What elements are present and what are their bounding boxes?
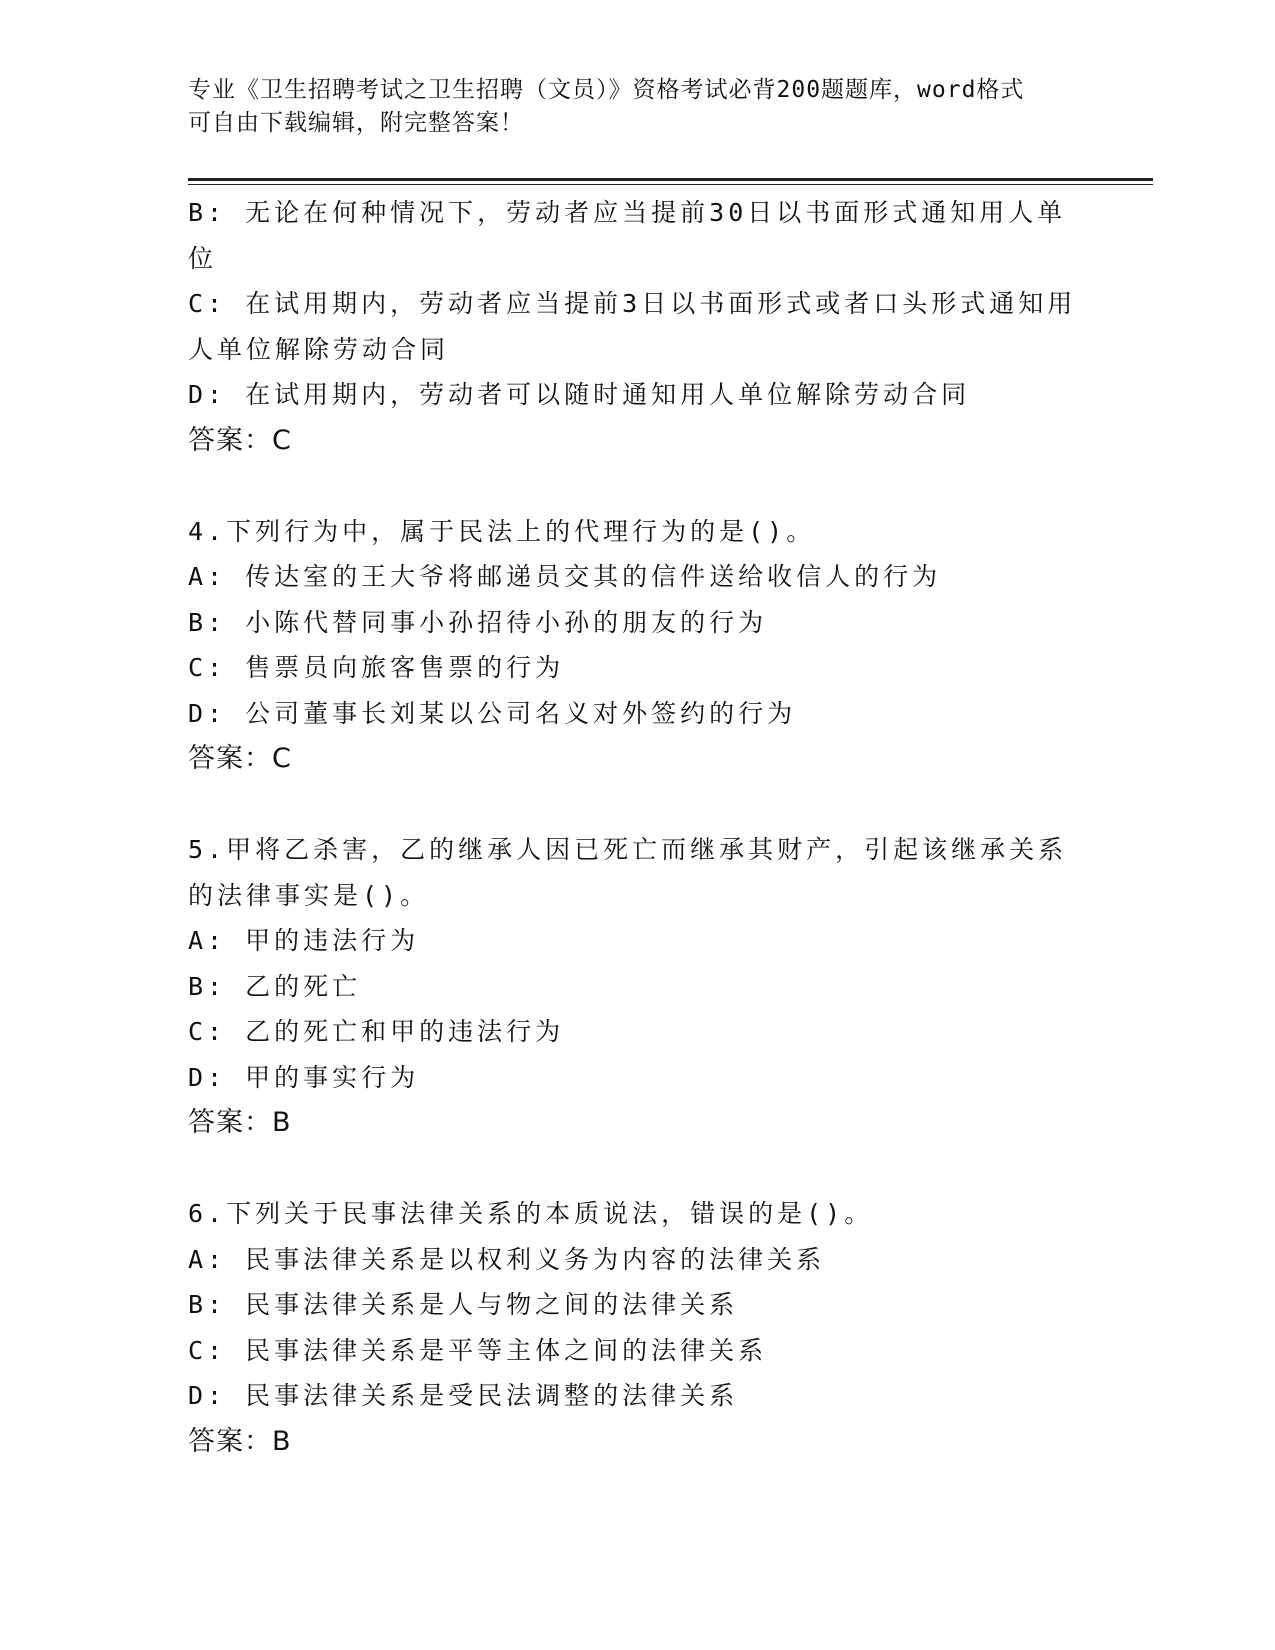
header-title-line-1: 专业《卫生招聘考试之卫生招聘（文员）》资格考试必背200题题库，word格式 [188, 77, 1025, 103]
question-stem: 5.甲将乙杀害，乙的继承人因已死亡而继承其财产，引起该继承关系 [188, 835, 1068, 864]
option-c: C: 在试用期内，劳动者应当提前3日以书面形式或者口头形式通知用 [188, 289, 1077, 318]
question-5 [188, 827, 1088, 1146]
question-list [188, 190, 1088, 1464]
question-3-continued [188, 190, 1088, 463]
option-b: B: 小陈代替同事小孙招待小孙的朋友的行为 [188, 607, 768, 637]
option-c-continued: 人单位解除劳动合同 [188, 334, 450, 364]
header-divider-thin [188, 184, 1153, 185]
option-d: D: 公司董事长刘某以公司名义对外签约的行为 [188, 698, 797, 728]
option-a: A: 民事法律关系是以权利义务为内容的法律关系 [188, 1244, 826, 1274]
question-stem-continued: 的法律事实是()。 [188, 880, 430, 910]
question-stem: 4.下列行为中，属于民法上的代理行为的是()。 [188, 516, 816, 546]
question-stem: 6.下列关于民事法律关系的本质说法，错误的是()。 [188, 1199, 874, 1228]
option-b: B: 无论在何种情况下，劳动者应当提前30日以书面形式通知用人单 [188, 198, 1067, 227]
header-divider-thick [188, 178, 1153, 181]
option-b: B: 民事法律关系是人与物之间的法律关系 [188, 1290, 739, 1319]
option-d: D: 甲的事实行为 [188, 1062, 420, 1092]
option-c: C: 乙的死亡和甲的违法行为 [188, 1017, 565, 1046]
option-b-continued: 位 [188, 243, 218, 273]
header-title-line-2: 可自由下载编辑，附完整答案！ [188, 110, 524, 136]
option-c: C: 民事法律关系是平等主体之间的法律关系 [188, 1335, 768, 1365]
answer: 答案：C [188, 743, 292, 774]
option-d: D: 在试用期内，劳动者可以随时通知用人单位解除劳动合同 [188, 380, 971, 409]
question-4 [188, 509, 1088, 782]
question-6 [188, 1191, 1088, 1464]
answer: 答案：B [188, 1107, 292, 1138]
option-a: A: 甲的违法行为 [188, 926, 420, 955]
answer: 答案：B [188, 1425, 292, 1457]
option-b: B: 乙的死亡 [188, 971, 362, 1001]
document-header [188, 74, 1088, 140]
answer: 答案：C [188, 424, 292, 456]
option-c: C: 售票员向旅客售票的行为 [188, 653, 565, 682]
option-a: A: 传达室的王大爷将邮递员交其的信件送给收信人的行为 [188, 562, 942, 591]
option-d: D: 民事法律关系是受民法调整的法律关系 [188, 1381, 739, 1410]
